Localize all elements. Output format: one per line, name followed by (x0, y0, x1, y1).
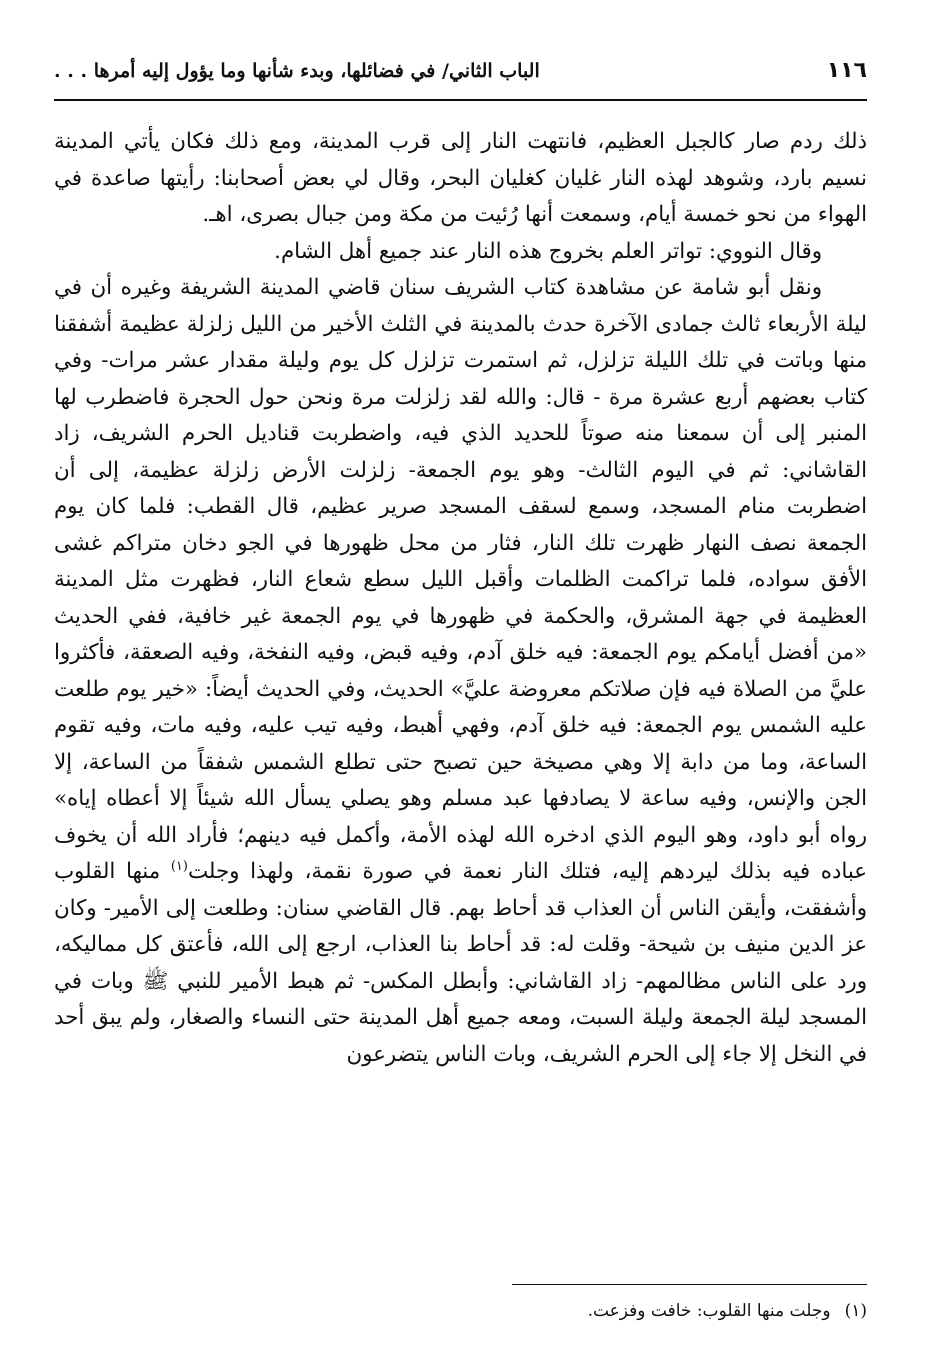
footnote-mark: (١) (844, 1301, 867, 1321)
footnote-reference: (١) (170, 858, 188, 874)
chapter-title: الباب الثاني/ في فضائلها، وبدء شأنها وما يؤول إليه أمرها . . . (54, 60, 540, 82)
paragraph-2: وقال النووي: تواتر العلم بخروج هذه النار عند جميع أهل الشام. (274, 238, 822, 264)
main-text (54, 124, 867, 1073)
paragraph-3 (54, 270, 867, 1073)
footnote (54, 1298, 867, 1324)
paragraph-3-text-a: ونقل أبو شامة عن مشاهدة كتاب الشريف سنان قاضي المدينة الشريفة وغيره أن في ليلة الأربعاء ثالث جمادى الآخرة حدث بالمدينة في الثلث الأخير من الليل زلزلة عظيمة أشفقنا منها وباتت في تلك الليلة تزلزل، ثم استمرت تزلزل كل يوم وليلة مقدار عشر مرات- وفي كتاب بعضهم أربع عشرة مرة - قال: والله لقد زلزلت مرة ونحن حول الحجرة فاضطرب لها المنبر إلى أن سمعنا منه صوتاً للحديد الذي فيه، واضطربت قناديل الحرم الشريف، زاد القاشاني: ثم في اليوم الثالث- وهو يوم الجمعة- زلزلت الأرض زلزلة عظيمة، إلى أن اضطربت منام المسجد، وسمع لسقف المسجد صرير عظيم، قال القطب: فلما كان يوم الجمعة نصف النهار ظهرت تلك النار، فثار من محل ظهورها في الجو دخان متراكم غشى الأفق سواده، فلما تراكمت الظلمات وأقبل الليل سطع شعاع النار، فظهرت مثل المدينة العظيمة في جهة المشرق، والحكمة في ظهورها في يوم الجمعة غير خافية، ففي الحديث «من أفضل أيامكم يوم الجمعة: فيه خلق آدم، وفيه قبض، وفيه النفخة، وفيه الصعقة، فأكثروا عليَّ من الصلاة فيه فإن صلاتكم معروضة عليَّ» الحديث، وفي الحديث أيضاً: «خير يوم طلعت عليه الشمس يوم الجمعة: فيه خلق آدم، وفهي أهبط، وفيه تيب عليه، وفيه مات، وفيه تقوم الساعة، وما من دابة إلا وهي مصيخة حين تصبح حتى تطلع الشمس شفقاً من الساعة، إلا الجن والإنس، وفيه ساعة لا يصادفها عبد مسلم وهو يصلي يسأل الله شيئاً إلا أعطاه إياه» رواه أبو داود، وهو اليوم الذي ادخره الله لهذه الأمة، وأكمل فيه دينهم؛ فأراد الله أن يخوف عباده فيه بذلك ليردهم إليه، فتلك النار نعمة في صورة نقمة، ولهذا وجلت (54, 275, 867, 884)
page-number: ١١٦ (826, 58, 867, 83)
running-header (54, 56, 867, 96)
paragraph-1: ذلك ردم صار كالجبل العظيم، فانتهت النار إلى قرب المدينة، ومع ذلك فكان يأتي المدينة نسيم بارد، وشوهد لهذه النار غليان كغليان البحر، وقال لي بعض أصحابنا: رأيتها صاعدة في الهواء من نحو خمسة أيام، وسمعت أنها رُئيت من مكة ومن جبال بصرى، اهـ. (54, 129, 867, 227)
footnote-text: وجلت منها القلوب: خافت وفزعت. (587, 1301, 831, 1321)
header-rule (54, 99, 867, 101)
footnote-rule (512, 1284, 867, 1285)
paragraph-3-text-b: منها القلوب وأشفقت، وأيقن الناس أن العذاب قد أحاط بهم. قال القاضي سنان: وطلعت إلى الأمير- وكان عز الدين منيف بن شيحة- وقلت له: قد أحاط بنا العذاب، ارجع إلى الله، فأعتق كل مماليكه، ورد على الناس مظالمهم- زاد القاشاني: وأبطل المكس- ثم هبط الأمير للنبي ﷺ وبات في المسجد ليلة الجمعة وليلة السبت، ومعه جميع أهل المدينة حتى النساء والصغار، ولم يبق أحد في النخل إلا جاء إلى الحرم الشريف، وبات الناس يتضرعون (54, 859, 867, 1067)
